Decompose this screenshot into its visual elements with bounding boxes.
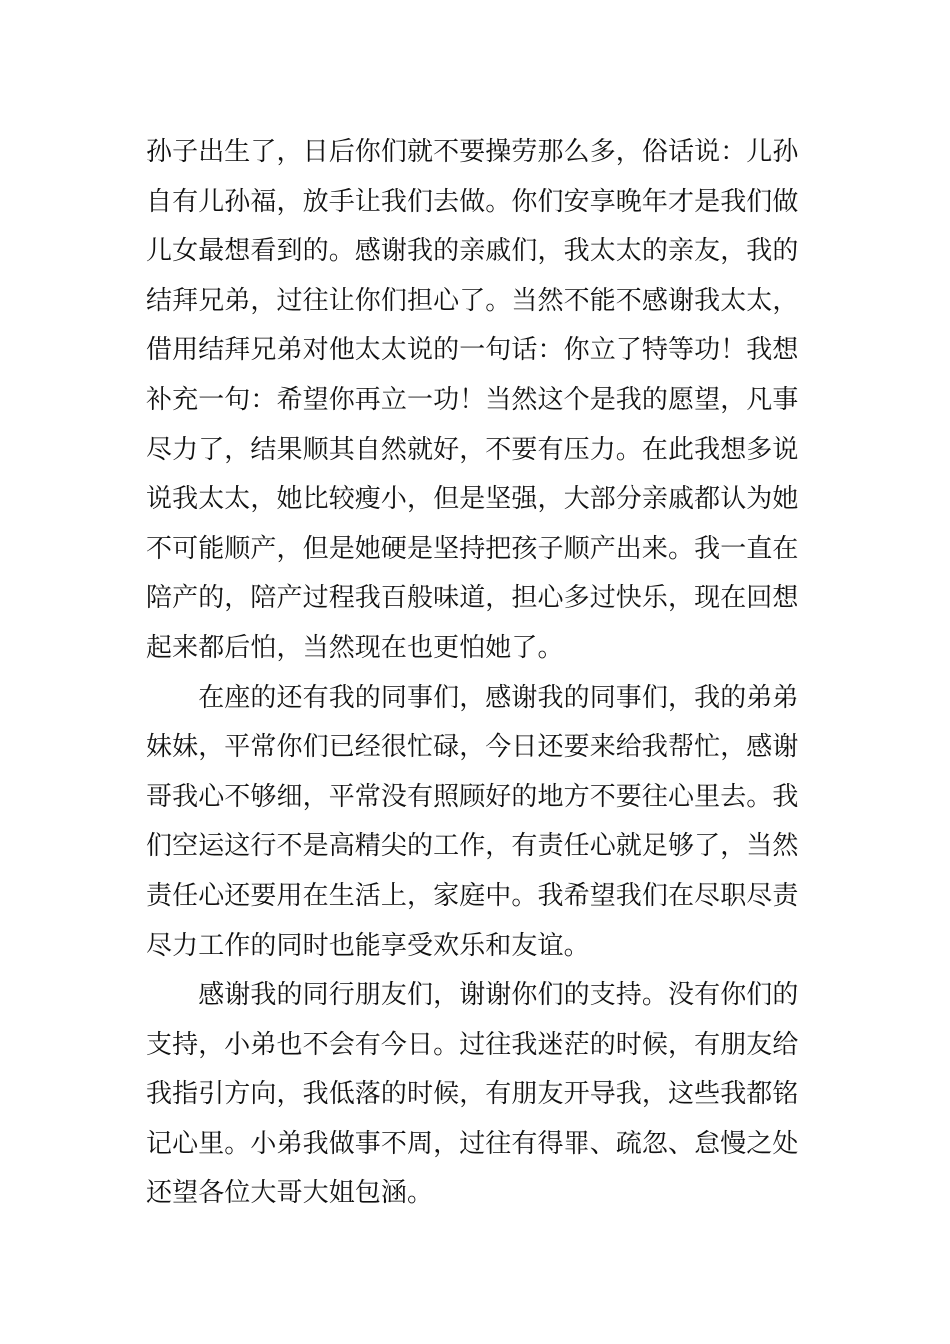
text-line: 尽力工作的同时也能享受欢乐和友谊。 [146, 930, 590, 961]
text-line: 尽力了，结果顺其自然就好，不要有压力。在此我想多说 [146, 434, 799, 465]
text-line: 还望各位大哥大姐包涵。 [146, 1178, 434, 1209]
text-line: 支持，小弟也不会有今日。过往我迷茫的时候，有朋友给 [146, 1029, 799, 1060]
text-line: 孙子出生了，日后你们就不要操劳那么多，俗话说：儿孙 [146, 137, 799, 167]
text-line: 我指引方向，我低落的时候，有朋友开导我，这些我都铭 [146, 1079, 799, 1110]
text-line: 感谢我的同行朋友们，谢谢你们的支持。没有你们的 [146, 980, 799, 1011]
text-line: 起来都后怕，当然现在也更怕她了。 [146, 632, 564, 663]
text-line: 哥我心不够细，平常没有照顾好的地方不要往心里去。我 [146, 781, 799, 812]
text-line: 记心里。小弟我做事不周，过往有得罪、疏忽、怠慢之处 [146, 1128, 799, 1159]
text-line: 不可能顺产，但是她硬是坚持把孩子顺产出来。我一直在 [146, 533, 799, 564]
text-line: 借用结拜兄弟对他太太说的一句话：你立了特等功！我想 [146, 335, 799, 366]
text-line: 结拜兄弟，过往让你们担心了。当然不能不感谢我太太， [146, 285, 799, 316]
text-line: 陪产的，陪产过程我百般味道，担心多过快乐，现在回想 [146, 583, 799, 614]
text-line: 责任心还要用在生活上，家庭中。我希望我们在尽职尽责 [146, 880, 799, 911]
text-line: 在座的还有我的同事们，感谢我的同事们，我的弟弟 [146, 682, 799, 713]
text-line: 自有儿孙福，放手让我们去做。你们安享晚年才是我们做 [146, 186, 799, 217]
body-text [146, 128, 808, 1219]
text-line: 说我太太，她比较瘦小，但是坚强，大部分亲戚都认为她 [146, 484, 799, 515]
text-line: 补充一句：希望你再立一功！当然这个是我的愿望，凡事 [146, 384, 799, 415]
text-line: 妹妹，平常你们已经很忙碌，今日还要来给我帮忙，感谢 [146, 732, 799, 763]
text-line: 儿女最想看到的。感谢我的亲戚们，我太太的亲友，我的 [146, 236, 799, 267]
text-line: 们空运这行不是高精尖的工作，有责任心就足够了，当然 [146, 831, 799, 862]
